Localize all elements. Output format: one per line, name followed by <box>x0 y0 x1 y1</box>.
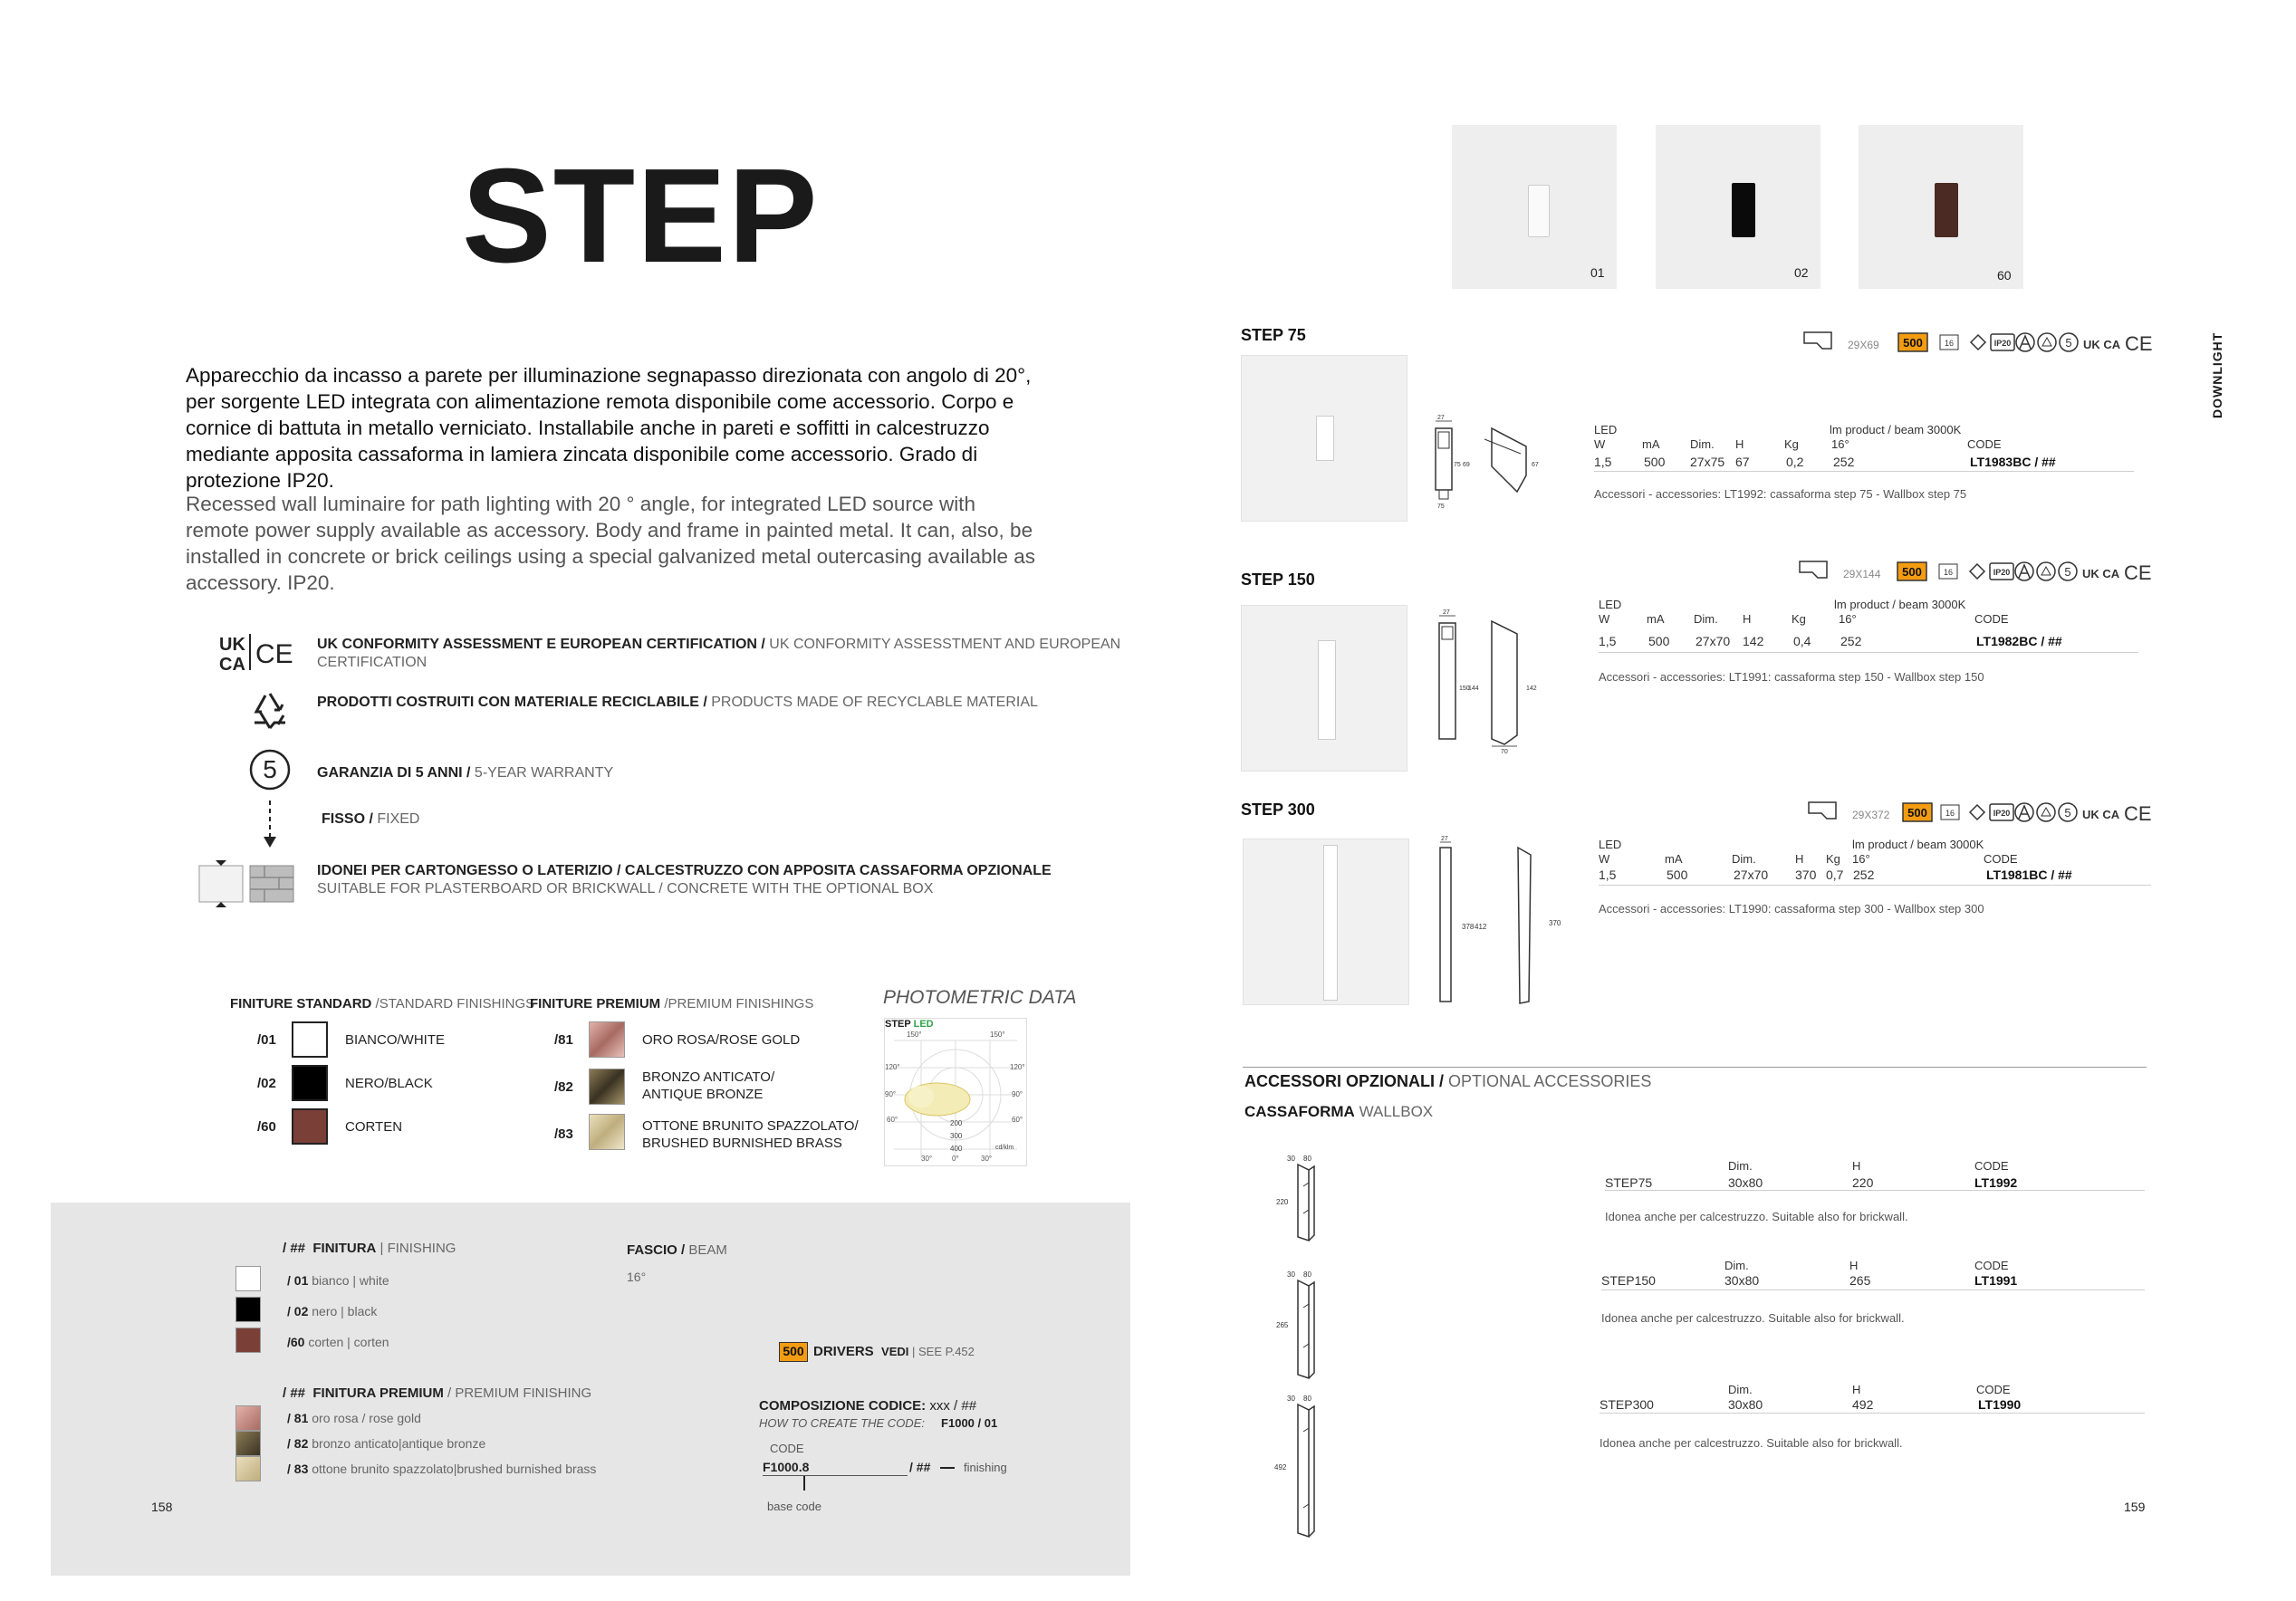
wallbox300-note: Idonea anche per calcestruzzo. Suitable also for brickwall. <box>1600 1436 1903 1450</box>
svg-text:IP20: IP20 <box>1993 809 2011 818</box>
recycle-icon <box>247 688 293 732</box>
svg-text:5: 5 <box>2065 336 2072 350</box>
wallbox150-dim-header: Dim. <box>1724 1259 1749 1272</box>
step150-lm: 252 <box>1840 634 1862 648</box>
svg-text:220: 220 <box>1276 1198 1289 1206</box>
finish-label-black: NERO/BLACK <box>345 1076 433 1091</box>
feature-ukca: UK CONFORMITY ASSESSMENT E EUROPEAN CERTIFICATION / UK CONFORMITY ASSESSTMENT AND EUROPEAN CERTIFICATION <box>317 637 1121 670</box>
wallbox300-h-header: H <box>1852 1383 1861 1396</box>
step150-kg-header: Kg <box>1792 612 1806 626</box>
step150-h-header: H <box>1743 612 1752 626</box>
step300-kg: 0,7 <box>1826 868 1844 882</box>
finish-code-82: /82 <box>554 1079 573 1095</box>
code-tick <box>803 1476 805 1491</box>
svg-text:30: 30 <box>1287 1395 1295 1403</box>
step150-code-header: CODE <box>1974 612 2009 626</box>
thumb-white <box>1452 125 1617 289</box>
product-image-step150-shape <box>1318 640 1336 740</box>
panel-swatch-white <box>235 1266 261 1291</box>
step300-code: LT1981BC / ## <box>1986 868 2072 882</box>
panel-beam-title: FASCIO / BEAM <box>627 1242 727 1258</box>
finish-code-02: /02 <box>257 1076 276 1091</box>
svg-text:30°: 30° <box>981 1155 993 1163</box>
svg-text:16: 16 <box>1945 809 1955 818</box>
wallbox150-h: 265 <box>1849 1273 1871 1288</box>
svg-text:75: 75 <box>1437 503 1445 510</box>
drivers-badge: 500 <box>779 1342 808 1362</box>
thumb-black-code: 02 <box>1794 265 1809 280</box>
wallbox300-dim-header: Dim. <box>1728 1383 1753 1396</box>
wallbox75-dim-header: Dim. <box>1728 1159 1753 1173</box>
page-number-right: 159 <box>2124 1500 2146 1514</box>
photometric-title: PHOTOMETRIC DATA <box>883 987 1077 1008</box>
wallbox150-code-header: CODE <box>1974 1259 2009 1272</box>
page-title: STEP <box>462 141 820 291</box>
svg-text:69: 69 <box>1463 462 1470 468</box>
svg-text:27: 27 <box>1437 415 1445 421</box>
feature-warranty: GARANZIA DI 5 ANNI / 5-YEAR WARRANTY <box>317 765 614 781</box>
svg-text:5: 5 <box>2064 806 2071 820</box>
finish-label-rose-gold: ORO ROSA/ROSE GOLD <box>642 1032 801 1048</box>
step75-beam-header: 16° <box>1831 437 1849 451</box>
page-number-left: 158 <box>151 1500 173 1514</box>
code-example: F1000.8 <box>763 1460 810 1474</box>
panel-swatch-burnished-brass <box>235 1456 261 1481</box>
wallbox150-h-header: H <box>1849 1259 1859 1272</box>
svg-text:60°: 60° <box>1012 1116 1023 1124</box>
wallbox75-code-header: CODE <box>1974 1159 2009 1173</box>
svg-text:120°: 120° <box>1010 1063 1025 1071</box>
cert-row-step300 <box>1807 800 2169 829</box>
wallbox300-code-header: CODE <box>1976 1383 2011 1396</box>
finishing-label: finishing <box>964 1461 1007 1474</box>
step150-led-header: LED <box>1599 598 1622 611</box>
step75-dim: 27x75 <box>1690 455 1725 469</box>
svg-text:UK CA: UK CA <box>2082 567 2120 580</box>
finishes-premium-title: FINITURE PREMIUM /PREMIUM FINISHINGS <box>530 996 814 1011</box>
wallbox300-h: 492 <box>1852 1397 1874 1412</box>
svg-text:CE: CE <box>2124 561 2152 584</box>
step75-kg-header: Kg <box>1784 437 1799 451</box>
panel-swatch-antique-bronze <box>235 1431 261 1456</box>
finishes-standard-title: FINITURE STANDARD /STANDARD FINISHINGS <box>230 996 535 1011</box>
warranty-5-icon <box>248 748 292 791</box>
svg-text:CA: CA <box>219 655 245 675</box>
wallbox150-code: LT1991 <box>1974 1273 2018 1288</box>
wallbox75-h: 220 <box>1852 1175 1874 1190</box>
panel-swatch-rose-gold <box>235 1405 261 1431</box>
step150-w-header: W <box>1599 612 1610 626</box>
svg-text:492: 492 <box>1274 1463 1287 1472</box>
code-dash <box>940 1467 955 1469</box>
step300-row-line <box>1599 885 2151 886</box>
wallbox300-name: STEP300 <box>1600 1397 1654 1412</box>
product-image-step150 <box>1241 605 1407 772</box>
step75-code: LT1983BC / ## <box>1970 455 2056 469</box>
wallbox150-name: STEP150 <box>1601 1273 1656 1288</box>
finish-label-antique-bronze: BRONZO ANTICATO/ ANTIQUE BRONZE <box>642 1069 775 1102</box>
svg-text:370: 370 <box>1549 919 1561 927</box>
step75-h: 67 <box>1735 455 1750 469</box>
thumb-corten-product <box>1935 183 1958 237</box>
svg-text:500: 500 <box>1903 336 1923 350</box>
svg-text:29X69: 29X69 <box>1848 339 1879 351</box>
step300-dim: 27x70 <box>1734 868 1769 882</box>
code-composition-title: COMPOSIZIONE CODICE: xxx / ## <box>759 1398 977 1414</box>
step75-lm-header: lm product / beam 3000K <box>1830 423 1962 436</box>
step150-code: LT1982BC / ## <box>1976 634 2062 648</box>
svg-text:80: 80 <box>1303 1155 1311 1163</box>
wallbox75-code: LT1992 <box>1974 1175 2018 1190</box>
svg-text:80: 80 <box>1303 1395 1311 1403</box>
finish-swatch-burnished-brass <box>589 1114 625 1150</box>
code-suffix: / ## <box>909 1460 931 1474</box>
drawing-step300 <box>1431 835 1561 1007</box>
step300-h: 370 <box>1795 868 1817 882</box>
svg-text:CE: CE <box>255 639 293 669</box>
svg-text:30: 30 <box>1287 1270 1295 1279</box>
step75-led-header: LED <box>1594 423 1618 436</box>
step300-led-header: LED <box>1599 838 1622 851</box>
svg-text:500: 500 <box>1907 806 1927 820</box>
step300-dim-header: Dim. <box>1732 852 1756 866</box>
step300-accessories: Accessori - accessories: LT1990: cassaforma step 300 - Wallbox step 300 <box>1599 902 1984 916</box>
finish-code-01: /01 <box>257 1032 276 1048</box>
svg-text:80: 80 <box>1303 1270 1311 1279</box>
panel-premium-burnished-brass: / 83 ottone brunito spazzolato|brushed burnished brass <box>287 1462 597 1476</box>
step75-code-header: CODE <box>1967 437 2002 451</box>
wallbox300-row-line <box>1600 1413 2145 1414</box>
svg-text:412: 412 <box>1475 923 1487 931</box>
product-image-step75 <box>1241 355 1407 522</box>
panel-beam-value: 16° <box>627 1270 647 1284</box>
step150-dim-header: Dim. <box>1694 612 1718 626</box>
step150-lm-header: lm product / beam 3000K <box>1834 598 1966 611</box>
code-label: CODE <box>770 1442 804 1455</box>
drawing-step150 <box>1427 609 1544 753</box>
finish-label-white: BIANCO/WHITE <box>345 1032 446 1048</box>
svg-text:CE: CE <box>2125 332 2153 355</box>
feature-recycle: PRODOTTI COSTRUITI CON MATERIALE RECICLABILE / PRODUCTS MADE OF RECYCLABLE MATERIAL <box>317 695 1038 710</box>
finish-swatch-antique-bronze <box>589 1069 625 1105</box>
svg-text:150°: 150° <box>907 1031 922 1039</box>
thumb-white-product <box>1528 185 1550 237</box>
thumb-black <box>1656 125 1820 289</box>
svg-text:378: 378 <box>1462 923 1475 931</box>
svg-text:29X372: 29X372 <box>1852 809 1890 821</box>
svg-text:5: 5 <box>263 755 277 783</box>
step150-h: 142 <box>1743 634 1764 648</box>
svg-text:27: 27 <box>1443 609 1450 616</box>
step300-ma-header: mA <box>1665 852 1683 866</box>
svg-text:16: 16 <box>1943 568 1954 577</box>
product-name-step75: STEP 75 <box>1241 326 1306 344</box>
svg-text:30°: 30° <box>921 1155 933 1163</box>
svg-text:150: 150 <box>1459 685 1470 692</box>
wallbox150-note: Idonea anche per calcestruzzo. Suitable also for brickwall. <box>1601 1311 1905 1325</box>
svg-text:60°: 60° <box>887 1116 898 1124</box>
step300-lm-header: lm product / beam 3000K <box>1852 838 1984 851</box>
photometric-diagram <box>884 1018 1027 1166</box>
accessories-subtitle: CASSAFORMA WALLBOX <box>1244 1103 1434 1120</box>
photometric-product-label: STEP LED <box>885 1019 934 1030</box>
step150-ma-header: mA <box>1647 612 1665 626</box>
step150-ma: 500 <box>1648 634 1670 648</box>
svg-text:UK: UK <box>219 635 245 655</box>
panel-premium-antique-bronze: / 82 bronzo anticato|antique bronze <box>287 1436 486 1451</box>
finish-swatch-white <box>292 1021 328 1058</box>
step75-h-header: H <box>1735 437 1744 451</box>
wallbox150-dim: 30x80 <box>1724 1273 1760 1288</box>
finish-label-burnished-brass: OTTONE BRUNITO SPAZZOLATO/ BRUSHED BURNISHED BRASS <box>642 1118 859 1151</box>
step300-w-header: W <box>1599 852 1610 866</box>
finish-code-81: /81 <box>554 1032 573 1048</box>
step150-dim: 27x70 <box>1696 634 1731 648</box>
wallbox75-row-line <box>1605 1190 2145 1191</box>
cert-row-step75 <box>1802 331 2165 359</box>
svg-text:30: 30 <box>1287 1155 1295 1163</box>
svg-text:16: 16 <box>1944 339 1955 348</box>
description-italian: Apparecchio da incasso a parete per illuminazione segnapasso direzionata con angolo di 20°, per sorgente LED integrata con alimentazione remota disponibile come accessorio. Corpo e cornice di battuta in metallo verniciato. Installabile anche in pareti e soffitti in calcestruzzo mediante apposita cassaforma in lamiera zincata disponibile come accessorio. Grado di protezione IP20. <box>186 364 1032 492</box>
ukca-ce-icon <box>216 630 293 674</box>
step300-code-header: CODE <box>1984 852 2018 866</box>
step75-ma-header: mA <box>1642 437 1660 451</box>
finish-swatch-rose-gold <box>589 1021 625 1058</box>
panel-finish-black: / 02 nero | black <box>287 1304 378 1318</box>
panel-finish-corten: /60 corten | corten <box>287 1335 389 1349</box>
drawing-wallbox-step75 <box>1273 1150 1345 1250</box>
svg-text:500: 500 <box>1902 565 1922 579</box>
wallbox75-h-header: H <box>1852 1159 1861 1173</box>
drawing-wallbox-step150 <box>1273 1266 1345 1384</box>
svg-text:UK CA: UK CA <box>2082 808 2120 821</box>
panel-swatch-corten <box>235 1328 261 1353</box>
drawing-step75 <box>1427 412 1544 512</box>
fixed-arrow-icon <box>259 799 281 849</box>
panel-premium-title: / ## FINITURA PREMIUM / PREMIUM FINISHING <box>283 1385 592 1401</box>
step300-w: 1,5 <box>1599 868 1617 882</box>
feature-wall-type: IDONEI PER CARTONGESSO O LATERIZIO / CALCESTRUZZO CON APPOSITA CASSAFORMA OPZIONALE SUITABLE FOR PLASTERBOARD OR BRICKWALL / CONCRETE WITH THE OPTIONAL BOX <box>317 863 1052 896</box>
svg-text:IP20: IP20 <box>1993 339 2012 348</box>
svg-text:0°: 0° <box>952 1155 959 1163</box>
svg-text:cd/klm: cd/klm <box>995 1145 1014 1151</box>
step300-ma: 500 <box>1667 868 1688 882</box>
product-image-step300 <box>1243 839 1409 1005</box>
svg-text:27: 27 <box>1441 836 1448 842</box>
thumb-white-code: 01 <box>1590 265 1605 280</box>
svg-text:CE: CE <box>2124 802 2152 825</box>
side-label: DOWNLIGHT <box>2210 331 2224 418</box>
finish-code-83: /83 <box>554 1126 573 1142</box>
svg-text:200: 200 <box>950 1119 963 1127</box>
description-english: Recessed wall luminaire for path lighting with 20 ° angle, for integrated LED source with remote power supply available as accessory. Body and frame in painted metal. It can, also, be installed in concrete or brick ceilings using a special galvanized metal outercasing available as accessory. IP20. <box>186 493 1036 594</box>
panel-finish-title: / ## FINITURA | FINISHING <box>283 1241 456 1256</box>
svg-text:90°: 90° <box>885 1090 897 1098</box>
svg-text:144: 144 <box>1468 685 1479 692</box>
step75-kg: 0,2 <box>1786 455 1804 469</box>
svg-text:400: 400 <box>950 1145 963 1153</box>
how-to-create-code: HOW TO CREATE THE CODE: F1000 / 01 <box>759 1416 998 1430</box>
thumb-corten-code: 60 <box>1997 268 2012 283</box>
step300-lm: 252 <box>1853 868 1875 882</box>
step75-w: 1,5 <box>1594 455 1612 469</box>
wallbox75-dim: 30x80 <box>1728 1175 1763 1190</box>
thumb-corten <box>1859 125 2023 289</box>
svg-text:75: 75 <box>1454 462 1461 468</box>
thumb-black-product <box>1732 183 1755 237</box>
step300-h-header: H <box>1795 852 1804 866</box>
step150-w: 1,5 <box>1599 634 1617 648</box>
code-underline <box>763 1475 908 1476</box>
svg-text:150°: 150° <box>990 1031 1005 1039</box>
finish-code-60: /60 <box>257 1119 276 1135</box>
drivers-label: DRIVERS VEDI | SEE P.452 <box>813 1344 975 1359</box>
svg-text:67: 67 <box>1532 462 1539 468</box>
step75-ma: 500 <box>1644 455 1666 469</box>
step300-beam-header: 16° <box>1852 852 1870 866</box>
svg-text:UK CA: UK CA <box>2083 338 2121 351</box>
drawing-wallbox-step300 <box>1273 1390 1345 1544</box>
step75-lm: 252 <box>1833 455 1855 469</box>
panel-premium-rose-gold: / 81 oro rosa / rose gold <box>287 1411 421 1425</box>
step75-accessories: Accessori - accessories: LT1992: cassaforma step 75 - Wallbox step 75 <box>1594 487 1967 501</box>
svg-text:29X144: 29X144 <box>1843 568 1881 580</box>
panel-finish-white: / 01 bianco | white <box>287 1273 389 1288</box>
wallbox75-note: Idonea anche per calcestruzzo. Suitable also for brickwall. <box>1605 1210 1908 1223</box>
wall-type-icon <box>197 860 295 907</box>
svg-text:265: 265 <box>1276 1321 1289 1329</box>
svg-text:90°: 90° <box>1012 1090 1023 1098</box>
finish-swatch-corten <box>292 1108 328 1145</box>
product-image-step300-shape <box>1323 845 1338 1001</box>
product-name-step150: STEP 150 <box>1241 570 1315 589</box>
wallbox150-row-line <box>1601 1289 2145 1290</box>
panel-swatch-black <box>235 1297 261 1322</box>
step300-kg-header: Kg <box>1826 852 1840 866</box>
svg-text:142: 142 <box>1526 685 1537 692</box>
step75-dim-header: Dim. <box>1690 437 1715 451</box>
finish-label-corten: CORTEN <box>345 1119 403 1135</box>
base-code-label: base code <box>767 1500 821 1513</box>
svg-text:5: 5 <box>2064 565 2071 579</box>
svg-text:120°: 120° <box>885 1063 900 1071</box>
step150-row-line <box>1599 652 2138 653</box>
feature-fixed: FISSO / FIXED <box>322 811 420 827</box>
wallbox75-name: STEP75 <box>1605 1175 1653 1190</box>
product-name-step300: STEP 300 <box>1241 800 1315 819</box>
wallbox300-dim: 30x80 <box>1728 1397 1763 1412</box>
step75-row-line <box>1594 471 2134 472</box>
finish-swatch-black <box>292 1065 328 1101</box>
wallbox300-code: LT1990 <box>1978 1397 2022 1412</box>
cert-row-step150 <box>1798 560 2160 588</box>
svg-text:300: 300 <box>950 1132 963 1140</box>
step150-beam-header: 16° <box>1839 612 1857 626</box>
step75-w-header: W <box>1594 437 1606 451</box>
step150-kg: 0,4 <box>1793 634 1811 648</box>
svg-text:IP20: IP20 <box>1993 568 2011 577</box>
svg-text:70: 70 <box>1501 749 1508 755</box>
accessories-divider <box>1243 1067 2147 1068</box>
product-image-step75-shape <box>1316 416 1334 461</box>
accessories-title: ACCESSORI OPZIONALI / OPTIONAL ACCESSORIES <box>1244 1072 1652 1090</box>
step150-accessories: Accessori - accessories: LT1991: cassaforma step 150 - Wallbox step 150 <box>1599 670 1984 684</box>
